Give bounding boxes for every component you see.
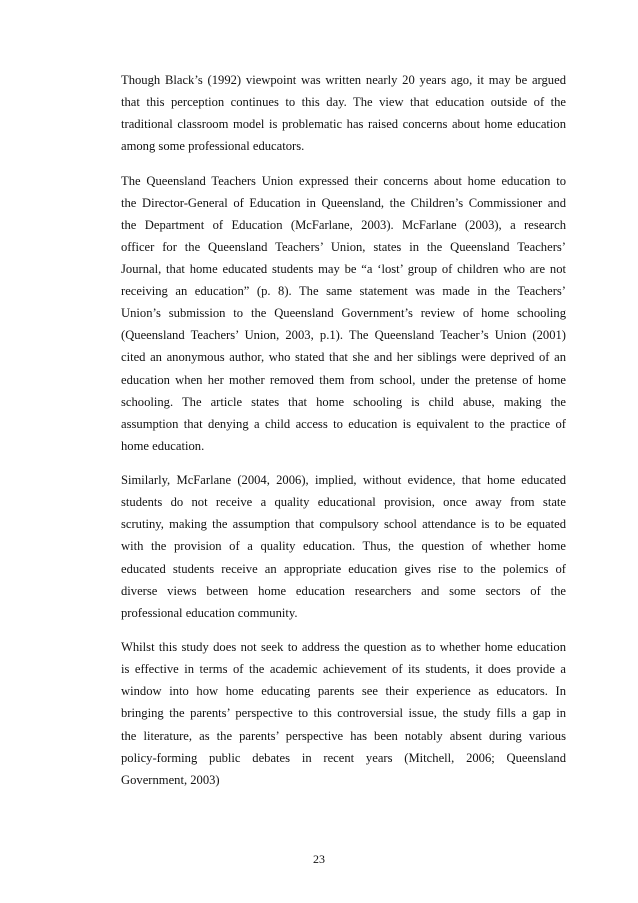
text-line: the literature, as the parents’ perspective has been notably absent during various bbox=[121, 728, 566, 743]
text-line: that this perception continues to this day. The view that education outside of the bbox=[121, 95, 566, 110]
text-line: policy-forming public debates in recent years (Mitchell, 2006; Queensland bbox=[121, 750, 566, 765]
text-line: Union’s submission to the Queensland Government’s review of home schooling bbox=[121, 306, 566, 321]
text-line: the Department of Education (McFarlane, 2003). McFarlane (2003), a research bbox=[121, 217, 566, 232]
text-line: students do not receive a quality educational provision, once away from state bbox=[121, 495, 566, 510]
text-line: schooling. The article states that home schooling is child abuse, making the bbox=[121, 394, 566, 409]
text-line: home education. bbox=[121, 438, 205, 453]
text-line: The Queensland Teachers Union expressed their concerns about home education to bbox=[121, 173, 566, 188]
text-line: assumption that denying a child access to education is equivalent to the practice of bbox=[121, 416, 566, 431]
text-line: Though Black’s (1992) viewpoint was written nearly 20 years ago, it may be argued bbox=[121, 73, 566, 87]
text-line: cited an anonymous author, who stated that she and her siblings were deprived of an bbox=[121, 350, 566, 365]
text-line: receiving an education” (p. 8). The same statement was made in the Teachers’ bbox=[121, 284, 566, 299]
text-line: Similarly, McFarlane (2004, 2006), implied, without evidence, that home educated bbox=[121, 473, 566, 488]
text-line: educated students receive an appropriate education gives rise to the polemics of bbox=[121, 561, 566, 576]
text-line: window into how home educating parents see their experience as educators. In bbox=[121, 684, 566, 699]
text-line: professional education community. bbox=[121, 605, 298, 620]
text-line: (Queensland Teachers’ Union, 2003, p.1). The Queensland Teacher’s Union (2001) bbox=[121, 328, 566, 343]
text-line: scrutiny, making the assumption that compulsory school attendance is to be equated bbox=[121, 517, 566, 532]
text-line: the Director-General of Education in Queensland, the Children’s Commissioner and bbox=[121, 195, 566, 210]
paragraph bbox=[121, 469, 566, 624]
text-line: education when her mother removed them from school, under the pretense of home bbox=[121, 372, 566, 387]
text-line: Whilst this study does not seek to address the question as to whether home education bbox=[121, 640, 566, 655]
text-line: officer for the Queensland Teachers’ Union, states in the Queensland Teachers’ bbox=[121, 239, 566, 254]
text-line: with the provision of a quality education. Thus, the question of whether home bbox=[121, 539, 566, 554]
text-line: traditional classroom model is problematic has raised concerns about home education bbox=[121, 117, 566, 132]
page-number: 23 bbox=[313, 852, 325, 866]
text-line: is effective in terms of the academic achievement of its students, it does provide a bbox=[121, 662, 566, 677]
text-line: among some professional educators. bbox=[121, 139, 305, 154]
paragraph bbox=[121, 69, 566, 157]
text-line: Government, 2003) bbox=[121, 772, 220, 787]
paragraph bbox=[121, 636, 566, 791]
body-text bbox=[121, 69, 566, 803]
text-line: bringing the parents’ perspective to this controversial issue, the study fills a gap in bbox=[121, 706, 566, 721]
paragraph bbox=[121, 170, 566, 457]
text-line: Journal, that home educated students may be “a ‘lost’ group of children who are not bbox=[121, 262, 566, 277]
text-line: diverse views between home education researchers and some sectors of the bbox=[121, 583, 566, 598]
